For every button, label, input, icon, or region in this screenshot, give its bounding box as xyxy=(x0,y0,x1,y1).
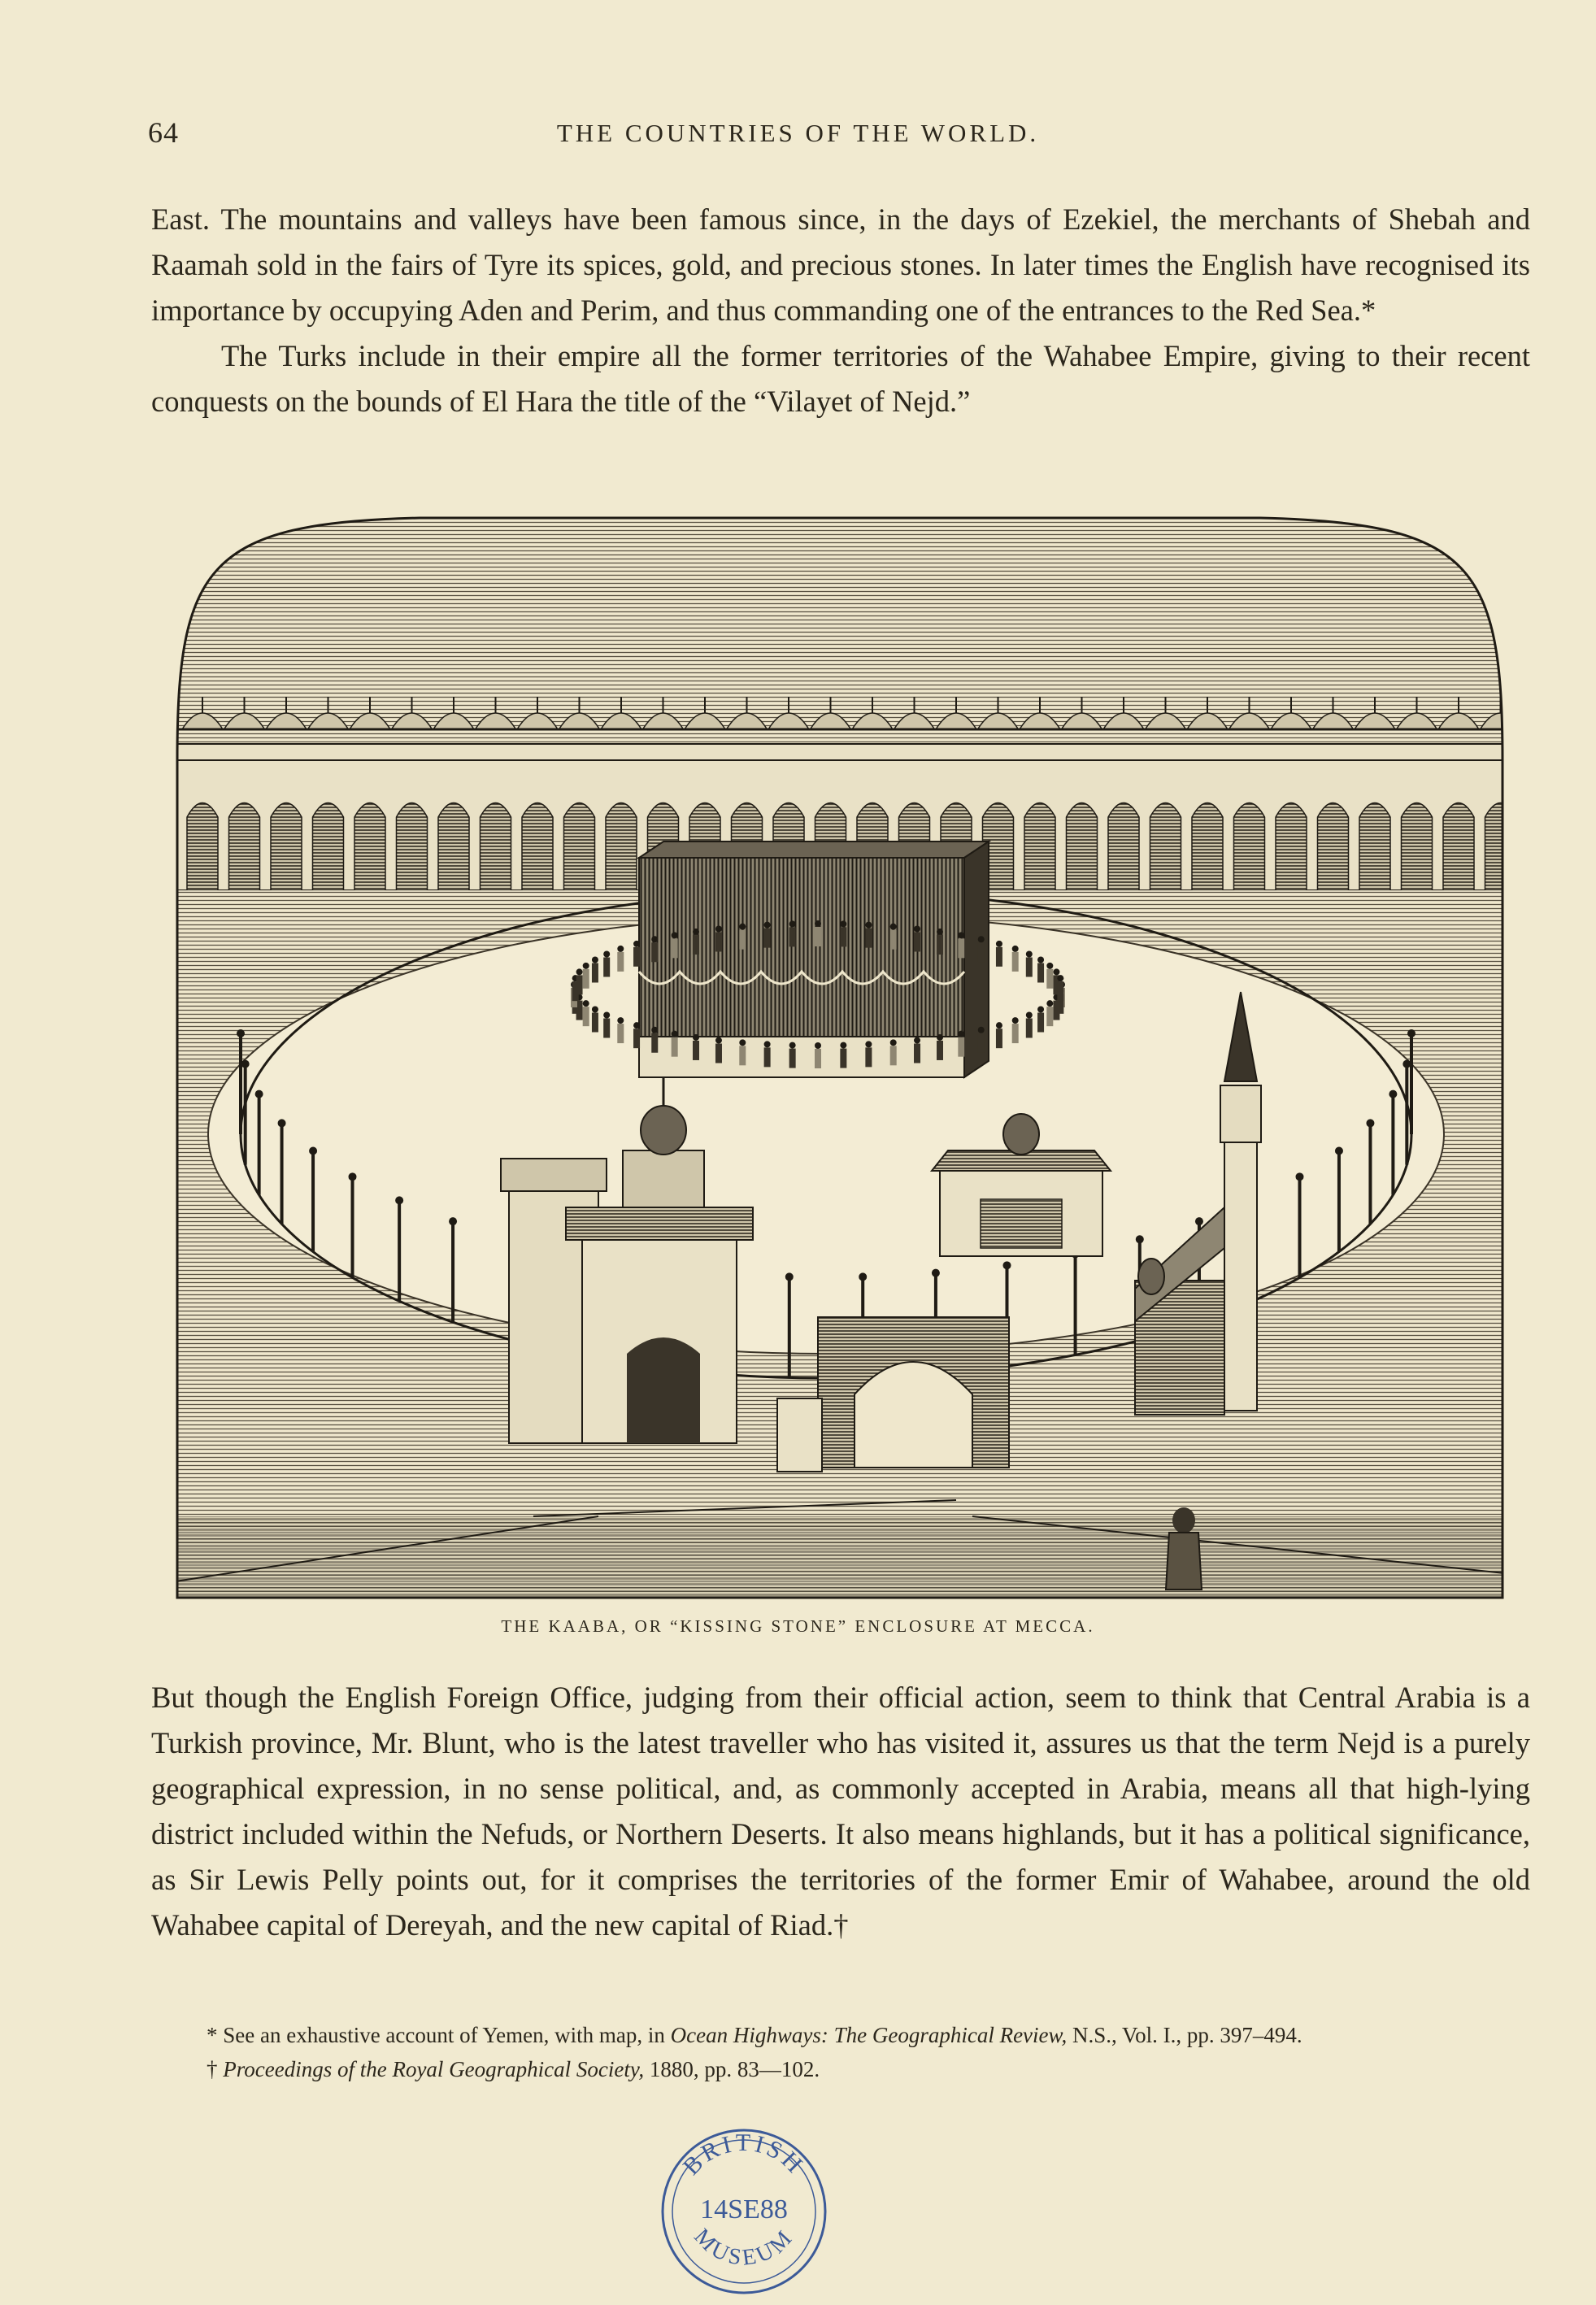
footnote-rgs-pages: 1880, pp. 83—102. xyxy=(649,2057,820,2081)
kaaba xyxy=(639,842,989,1077)
svg-text:MUSEUM xyxy=(689,2224,798,2271)
engraving-scene xyxy=(176,516,1521,1602)
british-museum-stamp xyxy=(650,2122,837,2271)
body-text-top xyxy=(151,197,1530,424)
figure-caption: THE KAABA, OR “KISSING STONE” ENCLOSURE AT MECCA. xyxy=(501,1616,1095,1636)
page-number: 64 xyxy=(148,116,179,149)
kaaba-engraving xyxy=(176,516,1504,1602)
footnote-yemen-text: * See an exhaustive account of Yemen, with map, in xyxy=(207,2023,665,2047)
footnote-rgs xyxy=(158,2052,1530,2086)
paragraph-turks: The Turks include in their empire all the former territories of the Wahabee Empire, giving to their recent conquests on the bounds of El Hara the title of the “Vilayet of Nejd.” xyxy=(151,339,1530,418)
stamp-top-text: BRITISH xyxy=(677,2129,811,2181)
footnote-yemen-pages: N.S., Vol. I., pp. 397–494. xyxy=(1072,2023,1302,2047)
stamp-date-text: 14SE88 xyxy=(700,2194,788,2225)
footnote-rgs-mark: † xyxy=(207,2057,218,2081)
svg-text:BRITISH xyxy=(678,2129,810,2181)
body-text-bottom xyxy=(151,1675,1530,1948)
stamp-bottom-text: MUSEUM xyxy=(689,2224,799,2271)
footnote-yemen-journal: Ocean Highways: The Geographical Review, xyxy=(670,2023,1068,2047)
paragraph-nejd: But though the English Foreign Office, judging from their official action, seem to think that Central Arabia is a Turkish province, Mr. Blunt, who is the latest traveller who has visited it, assures us that the term Nejd is a purely geographical expression, in no sense political, and, as commonly accepted in Arabia, means all that high-lying district included within the Nefuds, or Northern Deserts. It also means highlands, but it has a political significance, as Sir Lewis Pelly points out, for it comprises the territories of the former Emir of Wahabee, around the old Wahabee capital of Dereyah, and the new capital of Riad.† xyxy=(151,1681,1530,1942)
running-title: THE COUNTRIES OF THE WORLD. xyxy=(556,119,1040,147)
footnotes xyxy=(158,2018,1530,2086)
footnote-rgs-journal: Proceedings of the Royal Geographical Society, xyxy=(223,2057,645,2081)
footnote-yemen xyxy=(158,2018,1530,2052)
paragraph-east: East. The mountains and valleys have been famous since, in the days of Ezekiel, the merchants of Shebah and Raamah sold in the fairs of Tyre its spices, gold, and precious stones. In later times the English have recognised its importance by occupying Aden and Perim, and thus commanding one of the entrances to the Red Sea.* xyxy=(151,202,1530,327)
page-header xyxy=(148,115,1448,156)
